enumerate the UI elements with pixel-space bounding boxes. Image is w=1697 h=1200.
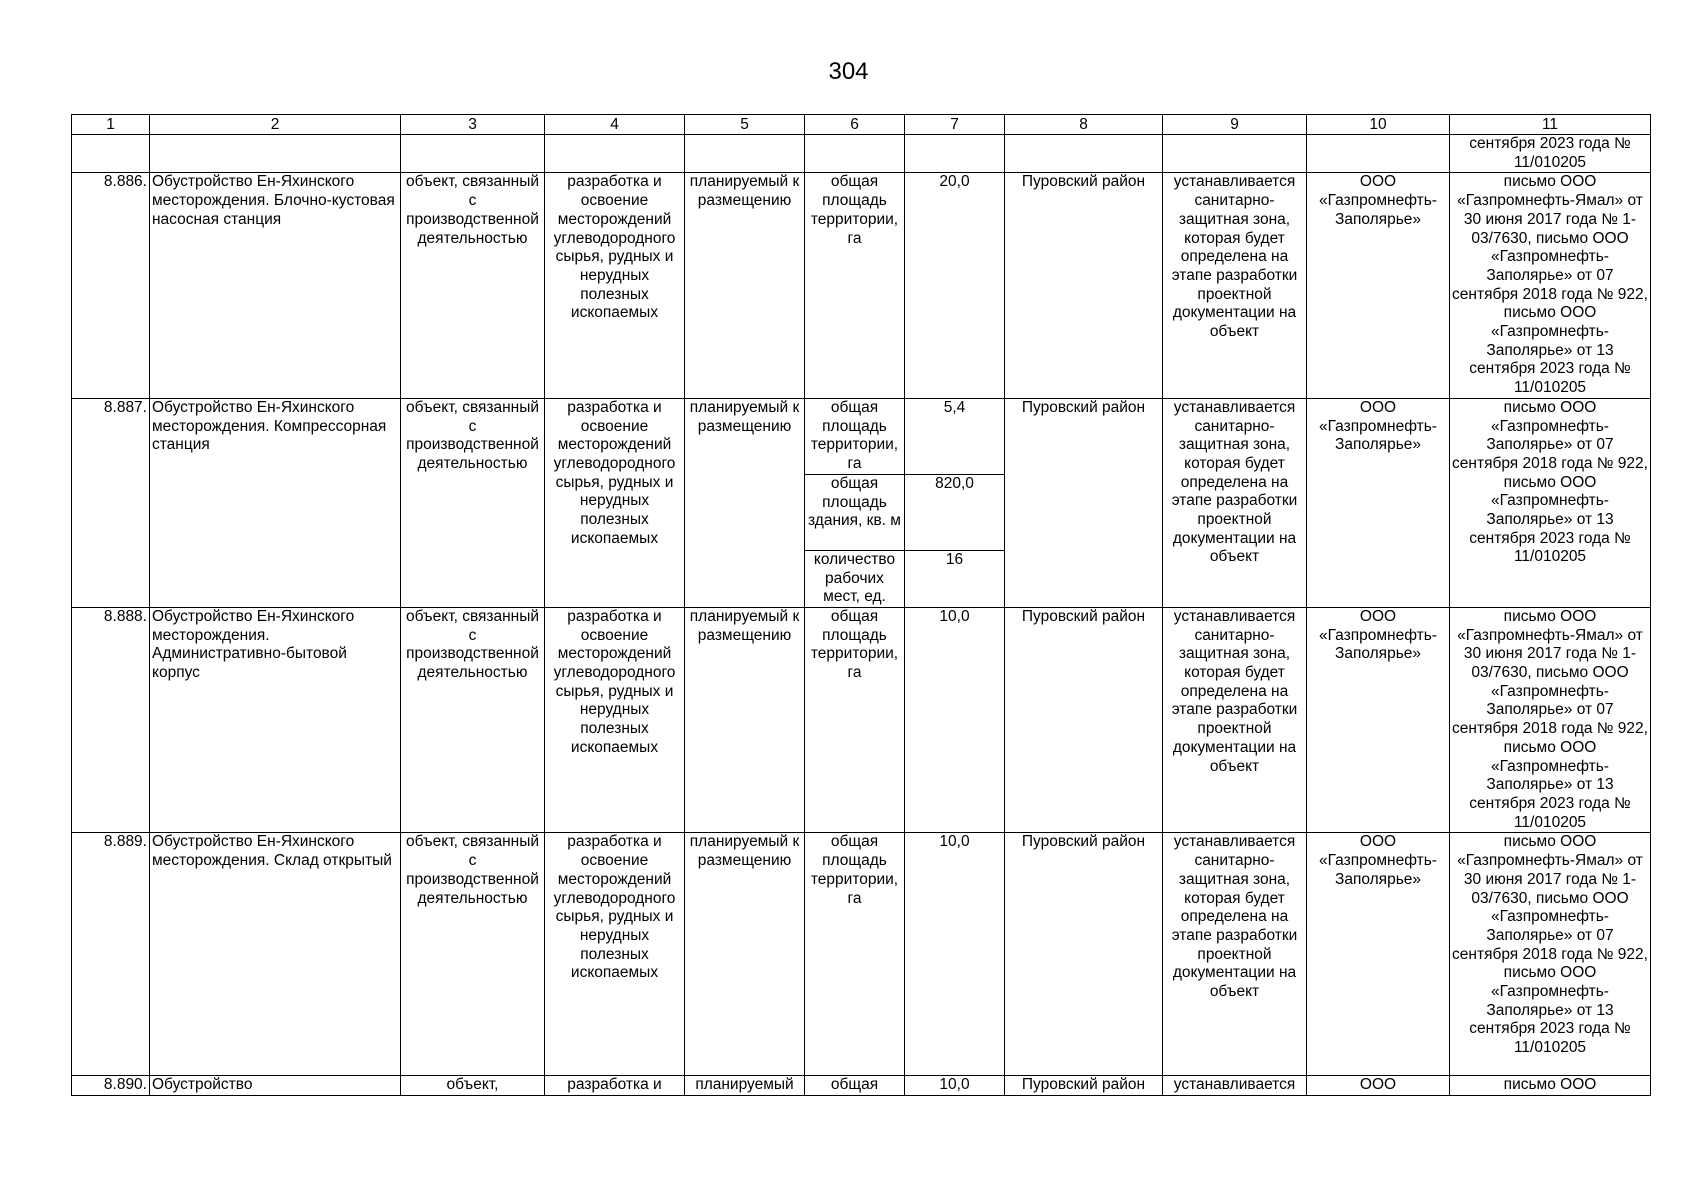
column-header: 6 xyxy=(805,115,905,135)
zone: устанавливается санитарно-защитная зона, которая будет определена на этапе разработки проектной документации на объект xyxy=(1163,173,1307,398)
source: письмо ООО «Газпромнефть-Ямал» от 30 июня 2017 года № 1-03/7630, письмо ООО «Газпромнефть-Заполярье» от 07 сентября 2018 года № 922, письмо ООО «Газпромнефть-Заполярье» от 13 сентября 2023 года № 11/010205 xyxy=(1450,833,1651,1076)
source: письмо ООО «Газпромнефть-Ямал» от 30 июня 2017 года № 1-03/7630, письмо ООО «Газпромнефть-Заполярье» от 07 сентября 2018 года № 922, письмо ООО «Газпромнефть-Заполярье» от 13 сентября 2023 года № 11/010205 xyxy=(1450,607,1651,832)
row-number: 8.890. xyxy=(72,1076,150,1096)
object-type: объект, связанный с производственной деятельностью xyxy=(401,607,545,832)
owner: ООО xyxy=(1307,1076,1450,1096)
param-value: 16 xyxy=(905,550,1005,607)
zone: устанавливается санитарно-защитная зона, которая будет определена на этапе разработки проектной документации на объект xyxy=(1163,833,1307,1076)
param-name: общая площадь территории, га xyxy=(805,607,905,832)
source: письмо ООО xyxy=(1450,1076,1651,1096)
row-number: 8.886. xyxy=(72,173,150,398)
page-number: 304 xyxy=(828,58,869,85)
owner: ООО «Газпромнефть-Заполярье» xyxy=(1307,398,1450,607)
location: Пуровский район xyxy=(1005,833,1163,1076)
column-header: 11 xyxy=(1450,115,1651,135)
empty-cell xyxy=(685,135,805,173)
object-type: объект, связанный с производственной деятельностью xyxy=(401,173,545,398)
object-status: планируемый xyxy=(685,1076,805,1096)
object-purpose: разработка и xyxy=(545,1076,685,1096)
column-header: 10 xyxy=(1307,115,1450,135)
param-value: 20,0 xyxy=(905,173,1005,398)
object-name: Обустройство Ен-Яхинского месторождения. Склад открытый xyxy=(150,833,401,1076)
location: Пуровский район xyxy=(1005,607,1163,832)
object-status: планируемый к размещению xyxy=(685,173,805,398)
param-name: общая площадь территории, га xyxy=(805,173,905,398)
object-name: Обустройство Ен-Яхинского месторождения. Компрессорная станция xyxy=(150,398,401,607)
column-header: 8 xyxy=(1005,115,1163,135)
table-row xyxy=(72,833,1651,1076)
object-status: планируемый к размещению xyxy=(685,607,805,832)
empty-cell xyxy=(1307,135,1450,173)
source: письмо ООО «Газпромнефть-Ямал» от 30 июня 2017 года № 1-03/7630, письмо ООО «Газпромнефть-Заполярье» от 07 сентября 2018 года № 922, письмо ООО «Газпромнефть-Заполярье» от 13 сентября 2023 года № 11/010205 xyxy=(1450,173,1651,398)
column-header: 7 xyxy=(905,115,1005,135)
empty-cell xyxy=(401,135,545,173)
object-purpose: разработка и освоение месторождений углеводородного сырья, рудных и нерудных полезных ископаемых xyxy=(545,833,685,1076)
objects-table xyxy=(71,114,1651,1096)
object-type: объект, связанный с производственной деятельностью xyxy=(401,833,545,1076)
column-header: 2 xyxy=(150,115,401,135)
owner: ООО «Газпромнефть-Заполярье» xyxy=(1307,607,1450,832)
object-status: планируемый к размещению xyxy=(685,398,805,607)
source: письмо ООО «Газпромнефть-Заполярье» от 07 сентября 2018 года № 922, письмо ООО «Газпромнефть-Заполярье» от 13 сентября 2023 года № 11/010205 xyxy=(1450,398,1651,607)
location: Пуровский район xyxy=(1005,398,1163,607)
object-purpose: разработка и освоение месторождений углеводородного сырья, рудных и нерудных полезных ископаемых xyxy=(545,607,685,832)
param-value: 10,0 xyxy=(905,607,1005,832)
column-header: 5 xyxy=(685,115,805,135)
empty-cell xyxy=(805,135,905,173)
table-row xyxy=(72,607,1651,832)
param-name: общая площадь территории, га xyxy=(805,398,905,474)
param-name: общая площадь здания, кв. м xyxy=(805,474,905,550)
location: Пуровский район xyxy=(1005,173,1163,398)
row-number: 8.887. xyxy=(72,398,150,607)
location: Пуровский район xyxy=(1005,1076,1163,1096)
row-number: 8.889. xyxy=(72,833,150,1076)
param-value: 10,0 xyxy=(905,1076,1005,1096)
owner: ООО «Газпромнефть-Заполярье» xyxy=(1307,173,1450,398)
object-type: объект, связанный с производственной деятельностью xyxy=(401,398,545,607)
object-purpose: разработка и освоение месторождений углеводородного сырья, рудных и нерудных полезных ископаемых xyxy=(545,398,685,607)
param-name: количество рабочих мест, ед. xyxy=(805,550,905,607)
zone: устанавливается санитарно-защитная зона, которая будет определена на этапе разработки проектной документации на объект xyxy=(1163,607,1307,832)
empty-cell xyxy=(1005,135,1163,173)
column-header: 1 xyxy=(72,115,150,135)
object-name: Обустройство Ен-Яхинского месторождения. Блочно-кустовая насосная станция xyxy=(150,173,401,398)
empty-cell xyxy=(150,135,401,173)
object-purpose: разработка и освоение месторождений углеводородного сырья, рудных и нерудных полезных ископаемых xyxy=(545,173,685,398)
empty-cell xyxy=(72,135,150,173)
param-value: 820,0 xyxy=(905,474,1005,550)
zone: устанавливается санитарно-защитная зона, которая будет определена на этапе разработки проектной документации на объект xyxy=(1163,398,1307,607)
empty-cell xyxy=(545,135,685,173)
column-header: 4 xyxy=(545,115,685,135)
continuation-row xyxy=(72,135,1651,173)
column-header: 9 xyxy=(1163,115,1307,135)
column-number-row xyxy=(72,115,1651,135)
param-name: общая xyxy=(805,1076,905,1096)
param-value: 10,0 xyxy=(905,833,1005,1076)
table-row xyxy=(72,173,1651,398)
object-name: Обустройство xyxy=(150,1076,401,1096)
source-cell: сентября 2023 года № 11/010205 xyxy=(1450,135,1651,173)
param-name: общая площадь территории, га xyxy=(805,833,905,1076)
table-row xyxy=(72,1076,1651,1096)
object-name: Обустройство Ен-Яхинского месторождения. Административно-бытовой корпус xyxy=(150,607,401,832)
param-value: 5,4 xyxy=(905,398,1005,474)
object-status: планируемый к размещению xyxy=(685,833,805,1076)
table-row xyxy=(72,398,1651,474)
empty-cell xyxy=(1163,135,1307,173)
owner: ООО «Газпромнефть-Заполярье» xyxy=(1307,833,1450,1076)
zone: устанавливается xyxy=(1163,1076,1307,1096)
row-number: 8.888. xyxy=(72,607,150,832)
empty-cell xyxy=(905,135,1005,173)
column-header: 3 xyxy=(401,115,545,135)
object-type: объект, xyxy=(401,1076,545,1096)
